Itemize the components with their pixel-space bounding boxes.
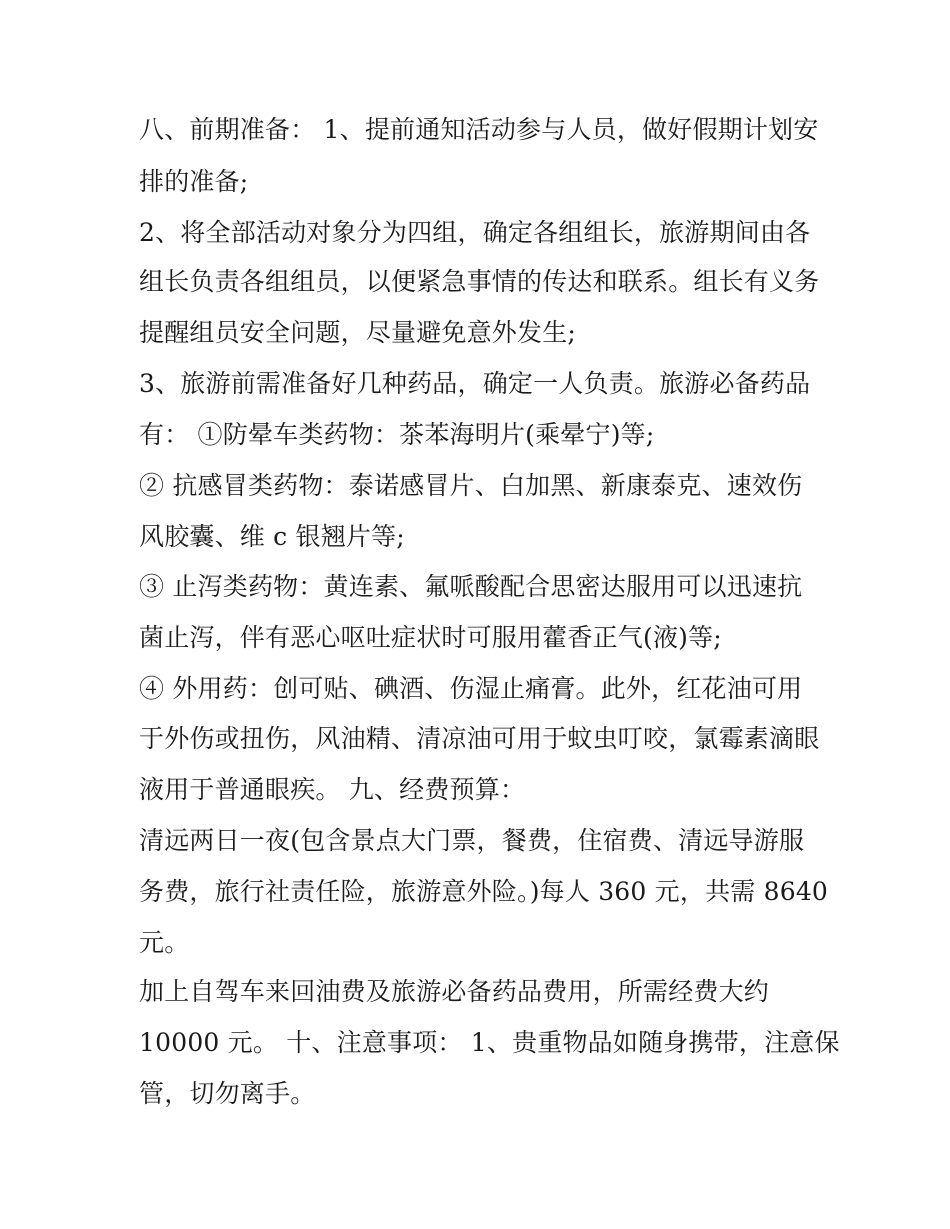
text-line: 清远两日一夜(包含景点大门票，餐费，住宿费、清远导游服 [139,826,805,855]
text-line: 10000 元。 十、注意事项： 1、贵重物品如随身携带，注意保 [139,1028,840,1057]
text-line: 组长负责各组组员，以便紧急事情的传达和联系。组长有义务 [139,267,820,296]
text-line: 务费，旅行社责任险，旅游意外险。)每人 360 元，共需 8640 [139,877,829,906]
text-line: 3、旅游前需准备好几种药品，确定一人负责。旅游必备药品 [139,369,811,398]
text-line: ② 抗感冒类药物：泰诺感冒片、白加黑、新康泰克、速效伤 [139,471,803,500]
text-line: 风胶囊、维 c 银翘片等; [139,522,405,551]
text-line: ③ 止泻类药物：黄连素、氟哌酸配合思密达服用可以迅速抗 [139,572,803,601]
text-line: 菌止泻，伴有恶心呕吐症状时可服用藿香正气(液)等; [139,623,722,652]
text-line: 提醒组员安全问题，尽量避免意外发生; [139,318,577,347]
text-line: 八、前期准备： 1、提前通知活动参与人员，做好假期计划安 [139,115,819,144]
text-line: 液用于普通眼疾。 九、经费预算： [139,775,526,804]
text-line: 排的准备; [139,167,249,196]
text-line: 于外伤或扭伤，风油精、清凉油可用于蚊虫叮咬，氯霉素滴眼 [139,724,820,753]
text-line: 有： ①防晕车类药物：茶苯海明片(乘晕宁)等; [139,420,655,449]
text-line: 加上自驾车来回油费及旅游必备药品费用，所需经费大约 [139,977,770,1006]
text-line: ④ 外用药：创可贴、碘酒、伤湿止痛膏。此外，红花油可用 [139,674,803,703]
text-line: 2、将全部活动对象分为四组，确定各组组长，旅游期间由各 [139,218,811,247]
text-line: 元。 [139,928,190,957]
text-line: 管，切勿离手。 [139,1079,316,1108]
